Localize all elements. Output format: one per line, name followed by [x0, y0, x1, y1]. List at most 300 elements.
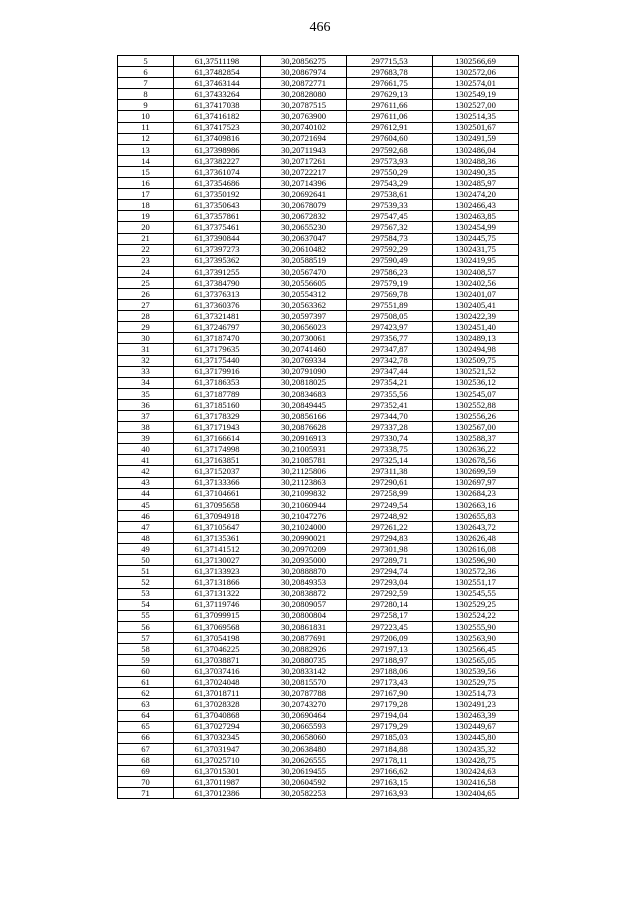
longitude-cell: 30,20787788: [261, 688, 347, 699]
point-number-cell: 71: [118, 788, 174, 799]
point-number-cell: 16: [118, 178, 174, 189]
x-coordinate-cell: 297184,88: [347, 743, 433, 754]
latitude-cell: 61,37152037: [174, 466, 261, 477]
table-row: [118, 666, 519, 677]
y-coordinate-cell: 1302474,20: [433, 189, 519, 200]
longitude-cell: 30,20626555: [261, 754, 347, 765]
table-row: [118, 721, 519, 732]
longitude-cell: 30,20730061: [261, 333, 347, 344]
table-row: [118, 166, 519, 177]
point-number-cell: 32: [118, 355, 174, 366]
table-row: [118, 344, 519, 355]
latitude-cell: 61,37350643: [174, 200, 261, 211]
latitude-cell: 61,37186353: [174, 377, 261, 388]
table-row: [118, 222, 519, 233]
table-row: [118, 433, 519, 444]
latitude-cell: 61,37417523: [174, 122, 261, 133]
y-coordinate-cell: 1302566,45: [433, 643, 519, 654]
latitude-cell: 61,37174998: [174, 444, 261, 455]
longitude-cell: 30,20990021: [261, 533, 347, 544]
latitude-cell: 61,37433264: [174, 89, 261, 100]
y-coordinate-cell: 1302428,75: [433, 754, 519, 765]
x-coordinate-cell: 297338,75: [347, 444, 433, 455]
y-coordinate-cell: 1302527,00: [433, 100, 519, 111]
x-coordinate-cell: 297325,14: [347, 455, 433, 466]
point-number-cell: 62: [118, 688, 174, 699]
point-number-cell: 41: [118, 455, 174, 466]
table-row: [118, 499, 519, 510]
y-coordinate-cell: 1302509,75: [433, 355, 519, 366]
point-number-cell: 54: [118, 599, 174, 610]
latitude-cell: 61,37390844: [174, 233, 261, 244]
x-coordinate-cell: 297163,15: [347, 777, 433, 788]
y-coordinate-cell: 1302663,16: [433, 499, 519, 510]
longitude-cell: 30,20658060: [261, 732, 347, 743]
latitude-cell: 61,37357861: [174, 211, 261, 222]
point-number-cell: 59: [118, 655, 174, 666]
point-number-cell: 29: [118, 322, 174, 333]
point-number-cell: 57: [118, 632, 174, 643]
latitude-cell: 61,37135361: [174, 533, 261, 544]
x-coordinate-cell: 297629,13: [347, 89, 433, 100]
table-row: [118, 200, 519, 211]
x-coordinate-cell: 297567,32: [347, 222, 433, 233]
longitude-cell: 30,20867974: [261, 67, 347, 78]
y-coordinate-cell: 1302514,35: [433, 111, 519, 122]
y-coordinate-cell: 1302572,06: [433, 67, 519, 78]
latitude-cell: 61,37375461: [174, 222, 261, 233]
latitude-cell: 61,37350192: [174, 189, 261, 200]
longitude-cell: 30,20800804: [261, 610, 347, 621]
longitude-cell: 30,20880735: [261, 655, 347, 666]
x-coordinate-cell: 297569,78: [347, 288, 433, 299]
latitude-cell: 61,37104661: [174, 488, 261, 499]
longitude-cell: 30,20554312: [261, 288, 347, 299]
longitude-cell: 30,20838872: [261, 588, 347, 599]
latitude-cell: 61,37179916: [174, 366, 261, 377]
table-row: [118, 255, 519, 266]
y-coordinate-cell: 1302402,56: [433, 277, 519, 288]
table-row: [118, 766, 519, 777]
table-row: [118, 477, 519, 488]
y-coordinate-cell: 1302565,05: [433, 655, 519, 666]
x-coordinate-cell: 297352,41: [347, 399, 433, 410]
latitude-cell: 61,37416182: [174, 111, 261, 122]
latitude-cell: 61,37382227: [174, 155, 261, 166]
point-number-cell: 5: [118, 56, 174, 67]
longitude-cell: 30,21125806: [261, 466, 347, 477]
y-coordinate-cell: 1302501,67: [433, 122, 519, 133]
table-row: [118, 233, 519, 244]
y-coordinate-cell: 1302545,07: [433, 388, 519, 399]
y-coordinate-cell: 1302545,55: [433, 588, 519, 599]
point-number-cell: 6: [118, 67, 174, 78]
latitude-cell: 61,37409816: [174, 133, 261, 144]
y-coordinate-cell: 1302408,57: [433, 266, 519, 277]
longitude-cell: 30,20888870: [261, 566, 347, 577]
longitude-cell: 30,20637047: [261, 233, 347, 244]
x-coordinate-cell: 297178,11: [347, 754, 433, 765]
latitude-cell: 61,37166614: [174, 433, 261, 444]
latitude-cell: 61,37012386: [174, 788, 261, 799]
x-coordinate-cell: 297347,87: [347, 344, 433, 355]
latitude-cell: 61,37131866: [174, 577, 261, 588]
latitude-cell: 61,37376313: [174, 288, 261, 299]
y-coordinate-cell: 1302449,67: [433, 721, 519, 732]
x-coordinate-cell: 297258,99: [347, 488, 433, 499]
x-coordinate-cell: 297611,06: [347, 111, 433, 122]
x-coordinate-cell: 297604,60: [347, 133, 433, 144]
point-number-cell: 43: [118, 477, 174, 488]
latitude-cell: 61,37141512: [174, 544, 261, 555]
y-coordinate-cell: 1302549,19: [433, 89, 519, 100]
latitude-cell: 61,37133366: [174, 477, 261, 488]
x-coordinate-cell: 297249,54: [347, 499, 433, 510]
y-coordinate-cell: 1302463,39: [433, 710, 519, 721]
latitude-cell: 61,37069568: [174, 621, 261, 632]
table-row: [118, 743, 519, 754]
x-coordinate-cell: 297223,45: [347, 621, 433, 632]
latitude-cell: 61,37018711: [174, 688, 261, 699]
longitude-cell: 30,20815570: [261, 677, 347, 688]
point-number-cell: 12: [118, 133, 174, 144]
y-coordinate-cell: 1302697,97: [433, 477, 519, 488]
longitude-cell: 30,20665593: [261, 721, 347, 732]
x-coordinate-cell: 297301,98: [347, 544, 433, 555]
longitude-cell: 30,20741460: [261, 344, 347, 355]
x-coordinate-cell: 297573,93: [347, 155, 433, 166]
point-number-cell: 7: [118, 78, 174, 89]
y-coordinate-cell: 1302463,85: [433, 211, 519, 222]
point-number-cell: 67: [118, 743, 174, 754]
y-coordinate-cell: 1302643,72: [433, 521, 519, 532]
latitude-cell: 61,37187470: [174, 333, 261, 344]
point-number-cell: 58: [118, 643, 174, 654]
x-coordinate-cell: 297294,74: [347, 566, 433, 577]
point-number-cell: 48: [118, 533, 174, 544]
x-coordinate-cell: 297258,17: [347, 610, 433, 621]
coordinates-table-body: [118, 56, 519, 799]
x-coordinate-cell: 297179,28: [347, 699, 433, 710]
table-row: [118, 56, 519, 67]
point-number-cell: 55: [118, 610, 174, 621]
longitude-cell: 30,20763900: [261, 111, 347, 122]
table-row: [118, 144, 519, 155]
point-number-cell: 10: [118, 111, 174, 122]
point-number-cell: 68: [118, 754, 174, 765]
point-number-cell: 35: [118, 388, 174, 399]
latitude-cell: 61,37099915: [174, 610, 261, 621]
x-coordinate-cell: 297423,97: [347, 322, 433, 333]
point-number-cell: 63: [118, 699, 174, 710]
longitude-cell: 30,20655230: [261, 222, 347, 233]
table-row: [118, 67, 519, 78]
table-row: [118, 788, 519, 799]
longitude-cell: 30,20791090: [261, 366, 347, 377]
longitude-cell: 30,20876628: [261, 422, 347, 433]
longitude-cell: 30,20787515: [261, 100, 347, 111]
y-coordinate-cell: 1302572,36: [433, 566, 519, 577]
x-coordinate-cell: 297330,74: [347, 433, 433, 444]
longitude-cell: 30,20849353: [261, 577, 347, 588]
x-coordinate-cell: 297579,19: [347, 277, 433, 288]
table-row: [118, 521, 519, 532]
point-number-cell: 37: [118, 411, 174, 422]
latitude-cell: 61,37037416: [174, 666, 261, 677]
y-coordinate-cell: 1302445,80: [433, 732, 519, 743]
table-row: [118, 78, 519, 89]
point-number-cell: 42: [118, 466, 174, 477]
longitude-cell: 30,20567470: [261, 266, 347, 277]
table-row: [118, 411, 519, 422]
longitude-cell: 30,20556605: [261, 277, 347, 288]
point-number-cell: 45: [118, 499, 174, 510]
x-coordinate-cell: 297347,44: [347, 366, 433, 377]
table-row: [118, 355, 519, 366]
table-row: [118, 555, 519, 566]
longitude-cell: 30,20849445: [261, 399, 347, 410]
latitude-cell: 61,37391255: [174, 266, 261, 277]
point-number-cell: 26: [118, 288, 174, 299]
longitude-cell: 30,20740102: [261, 122, 347, 133]
table-row: [118, 510, 519, 521]
longitude-cell: 30,21024000: [261, 521, 347, 532]
x-coordinate-cell: 297344,70: [347, 411, 433, 422]
point-number-cell: 40: [118, 444, 174, 455]
longitude-cell: 30,20877691: [261, 632, 347, 643]
longitude-cell: 30,21047276: [261, 510, 347, 521]
table-row: [118, 754, 519, 765]
x-coordinate-cell: 297179,29: [347, 721, 433, 732]
table-row: [118, 189, 519, 200]
y-coordinate-cell: 1302566,69: [433, 56, 519, 67]
y-coordinate-cell: 1302445,75: [433, 233, 519, 244]
table-row: [118, 643, 519, 654]
latitude-cell: 61,37163851: [174, 455, 261, 466]
y-coordinate-cell: 1302524,22: [433, 610, 519, 621]
latitude-cell: 61,37246797: [174, 322, 261, 333]
table-row: [118, 155, 519, 166]
y-coordinate-cell: 1302405,41: [433, 300, 519, 311]
latitude-cell: 61,37482854: [174, 67, 261, 78]
longitude-cell: 30,20769334: [261, 355, 347, 366]
y-coordinate-cell: 1302431,75: [433, 244, 519, 255]
longitude-cell: 30,20711943: [261, 144, 347, 155]
point-number-cell: 56: [118, 621, 174, 632]
latitude-cell: 61,37046225: [174, 643, 261, 654]
y-coordinate-cell: 1302684,23: [433, 488, 519, 499]
x-coordinate-cell: 297188,97: [347, 655, 433, 666]
latitude-cell: 61,37384790: [174, 277, 261, 288]
table-row: [118, 133, 519, 144]
y-coordinate-cell: 1302529,25: [433, 599, 519, 610]
table-row: [118, 488, 519, 499]
x-coordinate-cell: 297188,06: [347, 666, 433, 677]
table-row: [118, 621, 519, 632]
table-row: [118, 777, 519, 788]
y-coordinate-cell: 1302574,01: [433, 78, 519, 89]
point-number-cell: 14: [118, 155, 174, 166]
y-coordinate-cell: 1302551,17: [433, 577, 519, 588]
x-coordinate-cell: 297167,90: [347, 688, 433, 699]
latitude-cell: 61,37171943: [174, 422, 261, 433]
latitude-cell: 61,37397273: [174, 244, 261, 255]
table-row: [118, 178, 519, 189]
longitude-cell: 30,20916913: [261, 433, 347, 444]
point-number-cell: 15: [118, 166, 174, 177]
longitude-cell: 30,20714396: [261, 178, 347, 189]
point-number-cell: 19: [118, 211, 174, 222]
longitude-cell: 30,20856275: [261, 56, 347, 67]
y-coordinate-cell: 1302636,22: [433, 444, 519, 455]
longitude-cell: 30,20597397: [261, 311, 347, 322]
y-coordinate-cell: 1302435,32: [433, 743, 519, 754]
table-row: [118, 333, 519, 344]
y-coordinate-cell: 1302424,63: [433, 766, 519, 777]
x-coordinate-cell: 297289,71: [347, 555, 433, 566]
point-number-cell: 20: [118, 222, 174, 233]
point-number-cell: 39: [118, 433, 174, 444]
y-coordinate-cell: 1302655,83: [433, 510, 519, 521]
x-coordinate-cell: 297248,92: [347, 510, 433, 521]
table-row: [118, 566, 519, 577]
x-coordinate-cell: 297290,61: [347, 477, 433, 488]
y-coordinate-cell: 1302556,26: [433, 411, 519, 422]
y-coordinate-cell: 1302539,56: [433, 666, 519, 677]
x-coordinate-cell: 297342,78: [347, 355, 433, 366]
longitude-cell: 30,20834683: [261, 388, 347, 399]
x-coordinate-cell: 297592,29: [347, 244, 433, 255]
table-row: [118, 277, 519, 288]
latitude-cell: 61,37032345: [174, 732, 261, 743]
x-coordinate-cell: 297508,05: [347, 311, 433, 322]
latitude-cell: 61,37130027: [174, 555, 261, 566]
latitude-cell: 61,37185160: [174, 399, 261, 410]
table-row: [118, 688, 519, 699]
latitude-cell: 61,37179635: [174, 344, 261, 355]
table-row: [118, 710, 519, 721]
longitude-cell: 30,20828080: [261, 89, 347, 100]
table-row: [118, 266, 519, 277]
latitude-cell: 61,37417038: [174, 100, 261, 111]
latitude-cell: 61,37178329: [174, 411, 261, 422]
table-row: [118, 422, 519, 433]
longitude-cell: 30,20619455: [261, 766, 347, 777]
table-row: [118, 577, 519, 588]
x-coordinate-cell: 297194,04: [347, 710, 433, 721]
table-row: [118, 388, 519, 399]
x-coordinate-cell: 297538,61: [347, 189, 433, 200]
y-coordinate-cell: 1302536,12: [433, 377, 519, 388]
y-coordinate-cell: 1302521,52: [433, 366, 519, 377]
latitude-cell: 61,37361074: [174, 166, 261, 177]
table-row: [118, 89, 519, 100]
point-number-cell: 33: [118, 366, 174, 377]
longitude-cell: 30,20818025: [261, 377, 347, 388]
point-number-cell: 13: [118, 144, 174, 155]
point-number-cell: 46: [118, 510, 174, 521]
page-number: 466: [309, 20, 331, 35]
longitude-cell: 30,20582253: [261, 788, 347, 799]
table-row: [118, 100, 519, 111]
table-row: [118, 610, 519, 621]
y-coordinate-cell: 1302529,75: [433, 677, 519, 688]
longitude-cell: 30,20882926: [261, 643, 347, 654]
point-number-cell: 9: [118, 100, 174, 111]
longitude-cell: 30,20970209: [261, 544, 347, 555]
point-number-cell: 8: [118, 89, 174, 100]
y-coordinate-cell: 1302678,56: [433, 455, 519, 466]
x-coordinate-cell: 297337,28: [347, 422, 433, 433]
point-number-cell: 24: [118, 266, 174, 277]
table-row: [118, 444, 519, 455]
y-coordinate-cell: 1302451,40: [433, 322, 519, 333]
point-number-cell: 36: [118, 399, 174, 410]
latitude-cell: 61,37360376: [174, 300, 261, 311]
y-coordinate-cell: 1302485,97: [433, 178, 519, 189]
table-row: [118, 599, 519, 610]
point-number-cell: 11: [118, 122, 174, 133]
y-coordinate-cell: 1302552,88: [433, 399, 519, 410]
latitude-cell: 61,37040868: [174, 710, 261, 721]
y-coordinate-cell: 1302555,90: [433, 621, 519, 632]
latitude-cell: 61,37025710: [174, 754, 261, 765]
y-coordinate-cell: 1302419,95: [433, 255, 519, 266]
table-row: [118, 632, 519, 643]
longitude-cell: 30,20872771: [261, 78, 347, 89]
table-row: [118, 677, 519, 688]
y-coordinate-cell: 1302626,48: [433, 533, 519, 544]
y-coordinate-cell: 1302491,59: [433, 133, 519, 144]
x-coordinate-cell: 297163,93: [347, 788, 433, 799]
latitude-cell: 61,37054198: [174, 632, 261, 643]
y-coordinate-cell: 1302567,00: [433, 422, 519, 433]
y-coordinate-cell: 1302596,90: [433, 555, 519, 566]
longitude-cell: 30,20610482: [261, 244, 347, 255]
point-number-cell: 66: [118, 732, 174, 743]
point-number-cell: 27: [118, 300, 174, 311]
point-number-cell: 49: [118, 544, 174, 555]
y-coordinate-cell: 1302491,23: [433, 699, 519, 710]
x-coordinate-cell: 297197,13: [347, 643, 433, 654]
y-coordinate-cell: 1302466,43: [433, 200, 519, 211]
longitude-cell: 30,21005931: [261, 444, 347, 455]
table-row: [118, 244, 519, 255]
point-number-cell: 52: [118, 577, 174, 588]
point-number-cell: 51: [118, 566, 174, 577]
latitude-cell: 61,37028328: [174, 699, 261, 710]
x-coordinate-cell: 297661,75: [347, 78, 433, 89]
x-coordinate-cell: 297355,56: [347, 388, 433, 399]
x-coordinate-cell: 297550,29: [347, 166, 433, 177]
longitude-cell: 30,20721694: [261, 133, 347, 144]
point-number-cell: 17: [118, 189, 174, 200]
latitude-cell: 61,37133923: [174, 566, 261, 577]
point-number-cell: 70: [118, 777, 174, 788]
point-number-cell: 50: [118, 555, 174, 566]
latitude-cell: 61,37095658: [174, 499, 261, 510]
y-coordinate-cell: 1302494,98: [433, 344, 519, 355]
latitude-cell: 61,37463144: [174, 78, 261, 89]
latitude-cell: 61,37187789: [174, 388, 261, 399]
point-number-cell: 23: [118, 255, 174, 266]
x-coordinate-cell: 297715,53: [347, 56, 433, 67]
latitude-cell: 61,37038871: [174, 655, 261, 666]
x-coordinate-cell: 297280,14: [347, 599, 433, 610]
latitude-cell: 61,37131322: [174, 588, 261, 599]
y-coordinate-cell: 1302563,90: [433, 632, 519, 643]
point-number-cell: 47: [118, 521, 174, 532]
